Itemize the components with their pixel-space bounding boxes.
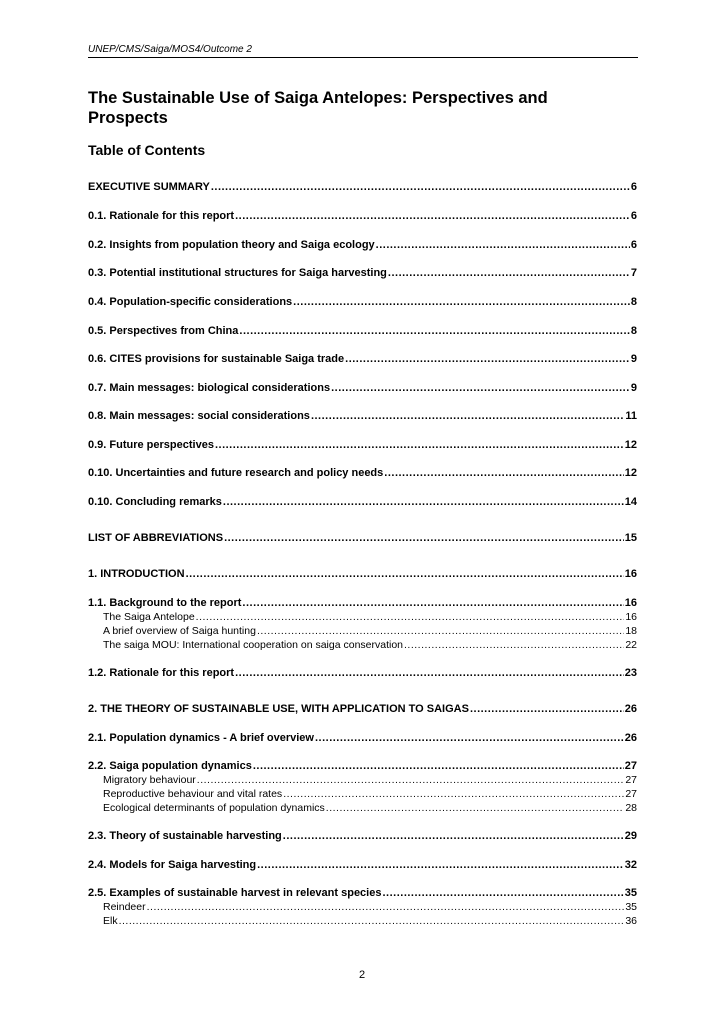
toc-heading: Table of Contents: [88, 142, 206, 158]
toc-entry[interactable]: 0.2. Insights from population theory and Saiga ecology ..... 6: [88, 239, 637, 252]
toc-subentry[interactable]: Ecological determinants of population dynamics ..... 28: [103, 802, 637, 814]
toc-entry[interactable]: 1.2. Rationale for this report ..... 23: [88, 667, 637, 680]
toc-entry[interactable]: 0.6. CITES provisions for sustainable Saiga trade ..... 9: [88, 353, 637, 366]
toc-entry[interactable]: 2.5. Examples of sustainable harvest in relevant species ..... 35: [88, 887, 637, 900]
toc-entry[interactable]: LIST OF ABBREVIATIONS ..... 15: [88, 532, 637, 545]
toc-entry[interactable]: 2.4. Models for Saiga harvesting ..... 32: [88, 859, 637, 872]
document-header-reference: UNEP/CMS/Saiga/MOS4/Outcome 2: [88, 44, 638, 58]
toc-subentry[interactable]: Reproductive behaviour and vital rates ..... 27: [103, 788, 637, 800]
toc-subentry[interactable]: A brief overview of Saiga hunting ..... 18: [103, 625, 637, 637]
document-title: The Sustainable Use of Saiga Antelopes: Perspectives and Prospects: [88, 89, 548, 127]
toc-entry[interactable]: 2.1. Population dynamics - A brief overview ..... 26: [88, 732, 637, 745]
toc-entry[interactable]: 0.9. Future perspectives ..... 12: [88, 439, 637, 452]
toc-entry[interactable]: 1.1. Background to the report ..... 16: [88, 597, 637, 610]
toc-entry[interactable]: 0.10. Uncertainties and future research and policy needs ..... 12: [88, 467, 637, 480]
toc-entry[interactable]: EXECUTIVE SUMMARY ..... 6: [88, 181, 637, 194]
toc-entry[interactable]: 0.10. Concluding remarks ..... 14: [88, 496, 637, 509]
toc-entry[interactable]: 2.2. Saiga population dynamics ..... 27: [88, 760, 637, 773]
toc-entry[interactable]: 0.8. Main messages: social considerations ..... 11: [88, 410, 637, 423]
toc-subentry[interactable]: The saiga MOU: International cooperation on saiga conservation ..... 22: [103, 639, 637, 651]
page-number: 2: [358, 969, 366, 981]
toc-subentry[interactable]: Elk ..... 36: [103, 915, 637, 927]
toc-subentry[interactable]: Migratory behaviour ..... 27: [103, 774, 637, 786]
toc-entry[interactable]: 0.1. Rationale for this report ..... 6: [88, 210, 637, 223]
toc-entry[interactable]: 0.5. Perspectives from China ..... 8: [88, 325, 637, 338]
toc-entry[interactable]: 2. THE THEORY OF SUSTAINABLE USE, WITH APPLICATION TO SAIGAS ..... 26: [88, 703, 637, 716]
toc-subentry[interactable]: Reindeer ..... 35: [103, 901, 637, 913]
toc-entry[interactable]: 2.3. Theory of sustainable harvesting ..... 29: [88, 830, 637, 843]
toc-entry[interactable]: 1. INTRODUCTION ..... 16: [88, 568, 637, 581]
toc-entry[interactable]: 0.7. Main messages: biological considerations ..... 9: [88, 382, 637, 395]
toc-entry[interactable]: 0.3. Potential institutional structures for Saiga harvesting ..... 7: [88, 267, 637, 280]
toc-entry[interactable]: 0.4. Population-specific considerations ..... 8: [88, 296, 637, 309]
toc-subentry[interactable]: The Saiga Antelope ..... 16: [103, 611, 637, 623]
